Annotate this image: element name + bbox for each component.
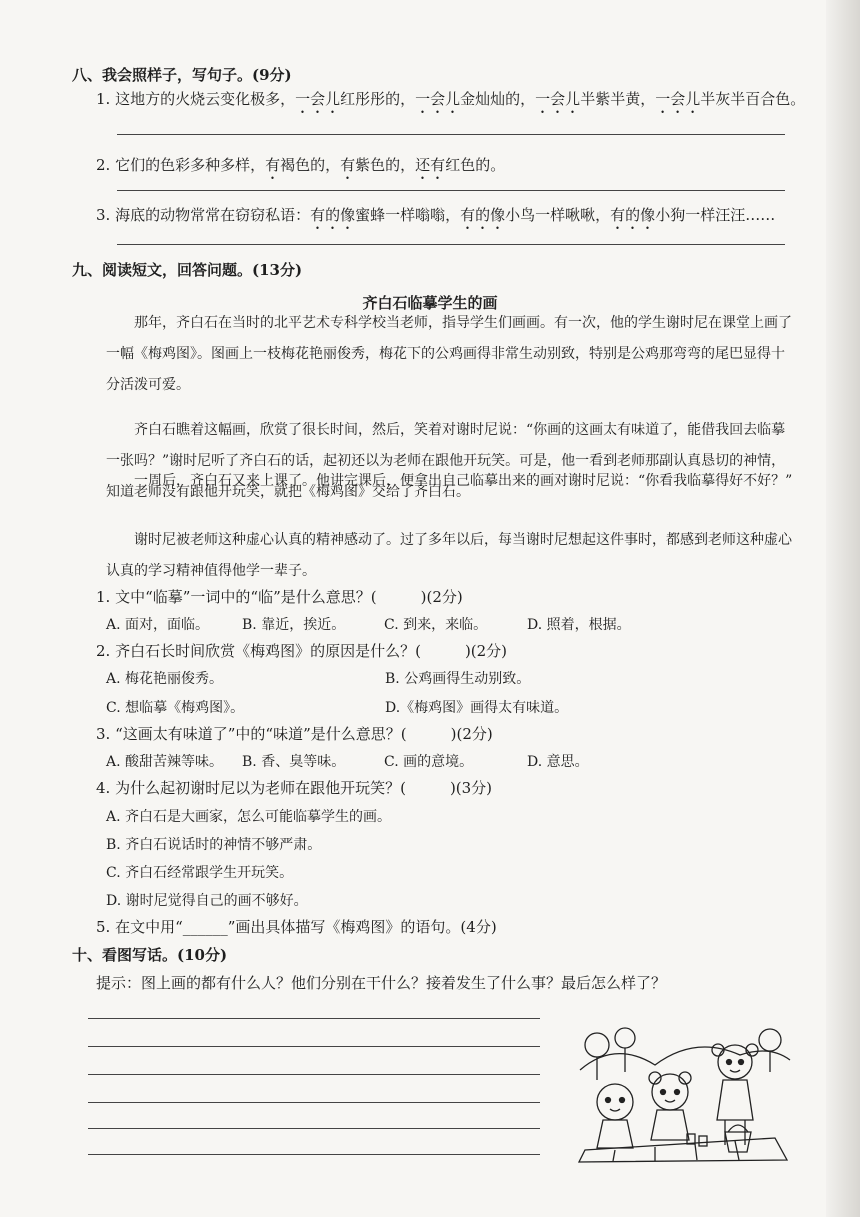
q1-dotted-word: 一会儿 — [295, 90, 341, 108]
writing-line-4[interactable] — [88, 1102, 540, 1103]
q3-text: 蜜蜂一样嗡嗡， — [355, 206, 461, 224]
q1-text: 半灰半百合色。 — [700, 90, 806, 108]
q3-option-a[interactable]: A. 酸甜苦辣等味。 — [106, 754, 224, 770]
q1-option-d[interactable]: D. 照着，根据。 — [527, 617, 631, 633]
q3-option-d[interactable]: D. 意思。 — [527, 754, 589, 770]
q3-number: 3. — [96, 206, 111, 224]
q1-text: 半紫半黄， — [580, 90, 656, 108]
section-8-question-3 — [96, 204, 775, 233]
q1-option-a[interactable]: A. 面对，面临。 — [106, 617, 210, 633]
writing-line-1[interactable] — [88, 1018, 540, 1019]
q3-dotted-word: 有的像 — [460, 206, 506, 224]
article-title: 齐白石临摹学生的画 — [362, 294, 498, 312]
q1-option-b[interactable]: B. 靠近，挨近。 — [242, 617, 346, 633]
q4-option-d[interactable]: D. 谢时尼觉得自己的画不够好。 — [106, 893, 308, 909]
q2-dotted-word: 有 — [265, 156, 281, 174]
section-10-title: 十、看图写话。(10分) — [72, 946, 228, 964]
article-paragraph-4: 谢时尼被老师这种虚心认真的精神感动了。过了多年以后，每当谢时尼想起这件事时，都感到老师这种虚心认真的学习精神值得他学一辈子。 — [106, 532, 792, 579]
section-8-question-2 — [96, 154, 505, 183]
q2-text: 它们的色彩多种多样， — [115, 156, 266, 174]
q-stem-tail: )(2分) — [450, 725, 493, 743]
question-5-stem: 5. 在文中用“______”画出具体描写《梅鸡图》的语句。(4分) — [96, 918, 497, 936]
q2-text: 红色的。 — [445, 156, 506, 174]
q4-option-b[interactable]: B. 齐白石说话时的神情不够严肃。 — [106, 837, 322, 853]
q1-dotted-word: 一会儿 — [535, 90, 581, 108]
q1-dotted-word: 一会儿 — [655, 90, 701, 108]
q-stem-text: 1. 文中“临摹”一词中的“临”是什么意思？( — [96, 588, 377, 606]
q4-option-c[interactable]: C. 齐白石经常跟学生开玩笑。 — [106, 865, 294, 881]
answer-line-q3[interactable] — [117, 244, 785, 245]
picnic-illustration — [575, 1010, 795, 1165]
q-stem-text: 3. “这画太有味道了”中的“味道”是什么意思？( — [96, 725, 407, 743]
writing-line-6[interactable] — [88, 1154, 540, 1155]
section-9-title: 九、阅读短文，回答问题。(13分) — [72, 261, 303, 279]
article-paragraph-2: 齐白石瞧着这幅画，欣赏了很长时间，然后，笑着对谢时尼说：“你画的这画太有味道了，能借我回去临摹一张吗？”谢时尼听了齐白石的话，起初还以为老师在跟他开玩笑。可是，他一看到老师那副认真恳切的神情，知道老师没有跟他开玩笑，就把《梅鸡图》交给了齐白石。 — [106, 422, 786, 500]
q1-number: 1. — [96, 90, 111, 108]
q3-text: 海底的动物常常在窃窃私语： — [115, 206, 311, 224]
q1-option-c[interactable]: C. 到来，来临。 — [384, 617, 488, 633]
article-paragraph-1: 那年，齐白石在当时的北平艺术专科学校当老师，指导学生们画画。有一次，他的学生谢时尼在课堂上画了一幅《梅鸡图》。图画上一枝梅花艳丽俊秀，梅花下的公鸡画得非常生动别致，特别是公鸡那弯弯的尾巴显得十分活泼可爱。 — [106, 315, 792, 393]
q-stem-text: 4. 为什么起初谢时尼以为老师在跟他开玩笑？( — [96, 779, 406, 797]
question-2-stem — [96, 640, 507, 661]
q2-option-a[interactable]: A. 梅花艳丽俊秀。 — [106, 671, 224, 687]
q-stem-text: 2. 齐白石长时间欣赏《梅鸡图》的原因是什么？( — [96, 642, 421, 660]
q2-dotted-word: 还有 — [415, 156, 446, 174]
q2-option-d[interactable]: D.《梅鸡图》画得太有味道。 — [385, 700, 569, 716]
writing-line-2[interactable] — [88, 1046, 540, 1047]
writing-line-3[interactable] — [88, 1074, 540, 1075]
q-stem-tail: )(3分) — [449, 779, 493, 797]
q3-dotted-word: 有的像 — [610, 206, 656, 224]
q-stem-tail: )(2分) — [420, 588, 463, 606]
question-1-stem — [96, 586, 463, 607]
writing-line-5[interactable] — [88, 1128, 540, 1129]
q3-option-b[interactable]: B. 香、臭等味。 — [242, 754, 346, 770]
question-4-stem — [96, 777, 492, 798]
q1-text: 红彤彤的， — [340, 90, 416, 108]
q4-option-a[interactable]: A. 齐白石是大画家，怎么可能临摹学生的画。 — [106, 809, 392, 825]
q-stem-tail: )(2分) — [464, 642, 508, 660]
q2-option-c[interactable]: C. 想临摹《梅鸡图》。 — [106, 700, 245, 716]
q3-text: 小鸟一样啾啾， — [505, 206, 611, 224]
q1-text: 这地方的火烧云变化极多， — [115, 90, 296, 108]
article-paragraph-3: 一周后，齐白石又来上课了。他讲完课后，便拿出自己临摹出来的画对谢时尼说：“你看我临摹得好不好？” — [134, 473, 793, 489]
q3-dotted-word: 有的像 — [310, 206, 356, 224]
q1-text: 金灿灿的， — [460, 90, 536, 108]
answer-line-q2[interactable] — [117, 190, 785, 191]
section-8-title: 八、我会照样子，写句子。(9分) — [72, 66, 292, 84]
q2-number: 2. — [96, 156, 111, 174]
q1-dotted-word: 一会儿 — [415, 90, 461, 108]
writing-hint: 提示：图上画的都有什么人？他们分别在干什么？接着发生了什么事？最后怎么样了？ — [96, 974, 667, 992]
q2-text: 紫色的， — [355, 156, 416, 174]
q2-text: 褐色的， — [280, 156, 341, 174]
question-3-stem — [96, 723, 493, 744]
section-8-question-1 — [96, 88, 805, 117]
q2-dotted-word: 有 — [340, 156, 356, 174]
scan-edge-shadow — [826, 0, 860, 1217]
q3-option-c[interactable]: C. 画的意境。 — [384, 754, 474, 770]
q3-text: 小狗一样汪汪…… — [655, 206, 776, 224]
q2-option-b[interactable]: B. 公鸡画得生动别致。 — [385, 671, 531, 687]
answer-line-q1[interactable] — [117, 134, 785, 135]
